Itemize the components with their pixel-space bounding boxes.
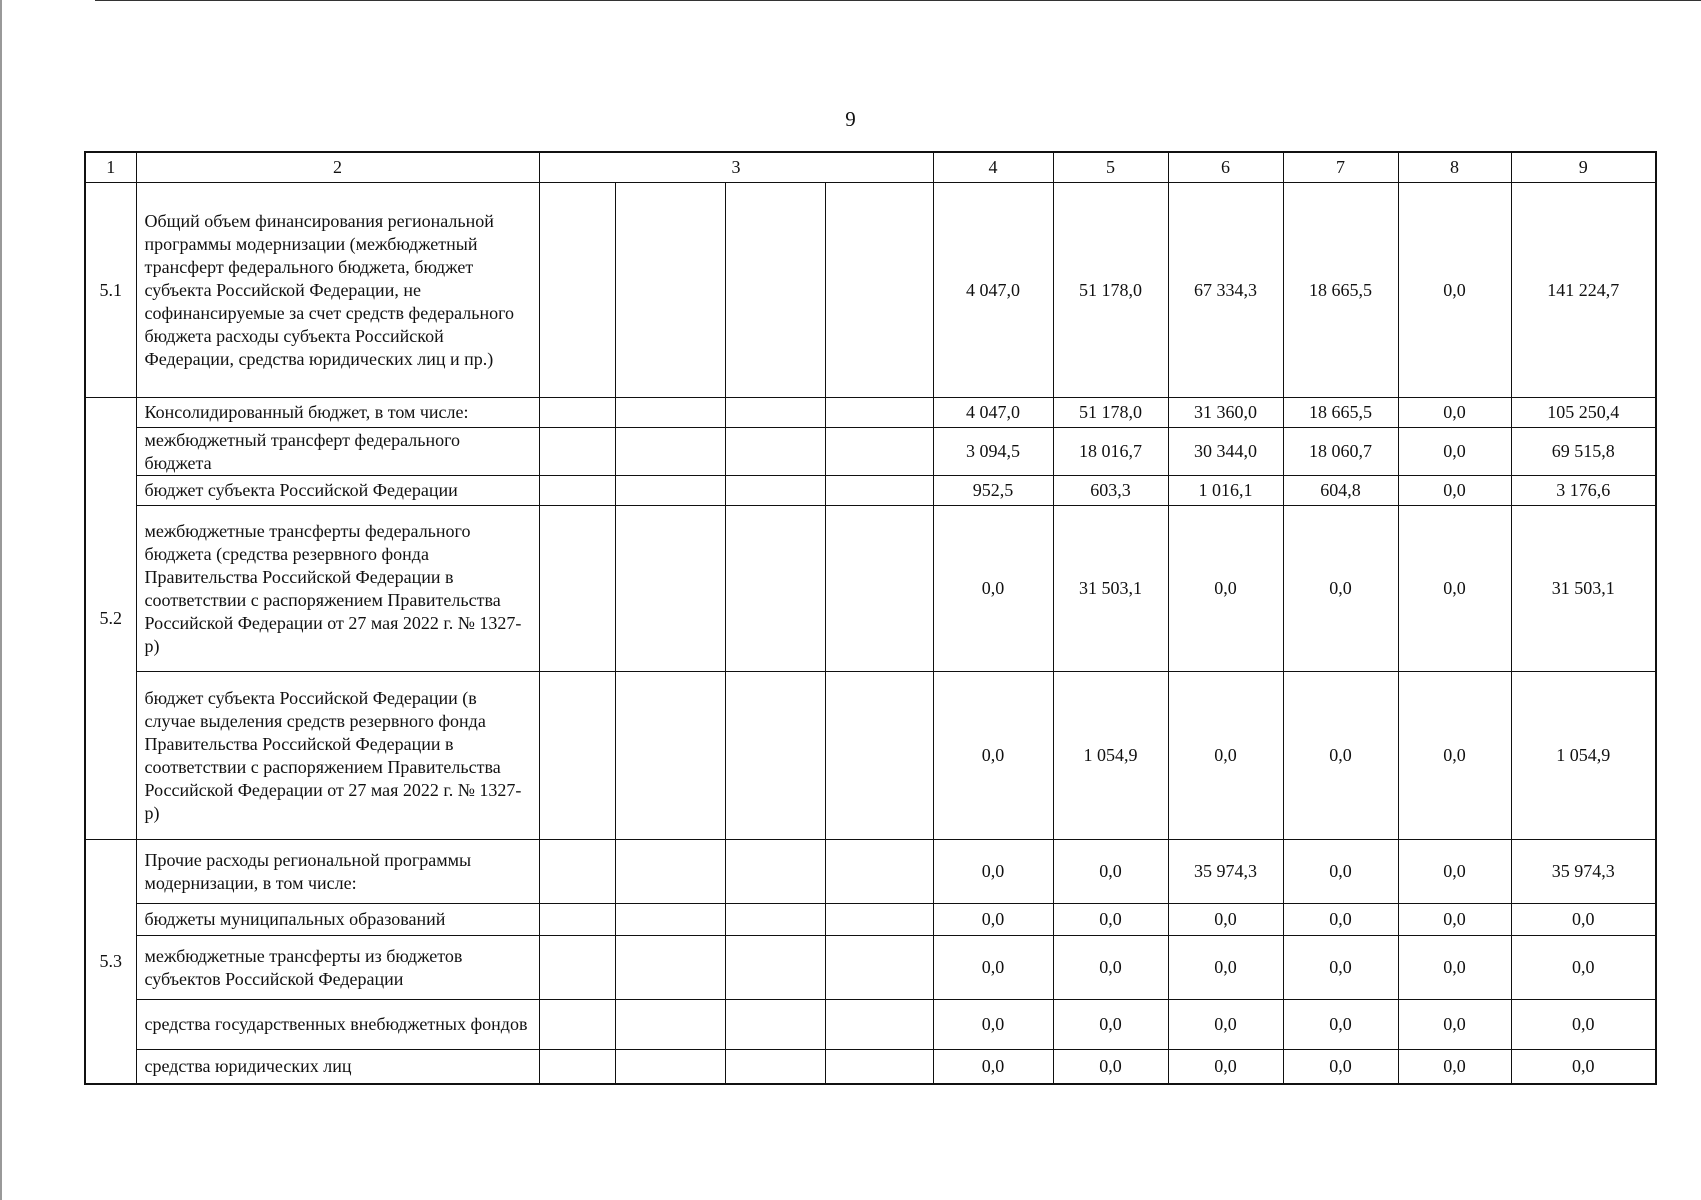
- value-cell: 30 344,0: [1168, 428, 1283, 476]
- value-cell: 0,0: [1511, 936, 1656, 1000]
- table-row: [85, 398, 1656, 428]
- value-cell: 18 665,5: [1283, 398, 1398, 428]
- empty-cell: [825, 1050, 933, 1084]
- table-row: [85, 183, 1656, 398]
- value-cell: 0,0: [1398, 428, 1511, 476]
- empty-cell: [615, 672, 725, 840]
- budget-table: [84, 151, 1657, 1085]
- column-number-row: [85, 152, 1656, 183]
- table-row: [85, 428, 1656, 476]
- header-cell: 2: [136, 152, 539, 183]
- value-cell: 69 515,8: [1511, 428, 1656, 476]
- empty-cell: [725, 506, 825, 672]
- empty-cell: [539, 1000, 615, 1050]
- empty-cell: [615, 1050, 725, 1084]
- value-cell: 1 054,9: [1053, 672, 1168, 840]
- value-cell: 0,0: [1398, 672, 1511, 840]
- value-cell: 4 047,0: [933, 398, 1053, 428]
- top-rule: [95, 0, 1701, 1]
- row-description: Консолидированный бюджет, в том числе:: [136, 398, 539, 428]
- empty-cell: [615, 428, 725, 476]
- empty-cell: [725, 936, 825, 1000]
- row-description: межбюджетные трансферты федерального бюджета (средства резервного фонда Правительства Российской Федерации в соответствии с распоряжением Правительства Российской Федерации от 27 мая 2022 г. № 1327-р): [136, 506, 539, 672]
- empty-cell: [825, 904, 933, 936]
- empty-cell: [725, 428, 825, 476]
- empty-cell: [615, 183, 725, 398]
- value-cell: 31 503,1: [1511, 506, 1656, 672]
- value-cell: 0,0: [1283, 840, 1398, 904]
- empty-cell: [725, 904, 825, 936]
- value-cell: 18 665,5: [1283, 183, 1398, 398]
- value-cell: 31 360,0: [1168, 398, 1283, 428]
- table-row: [85, 476, 1656, 506]
- value-cell: 0,0: [1283, 506, 1398, 672]
- table-row: [85, 506, 1656, 672]
- value-cell: 0,0: [933, 840, 1053, 904]
- empty-cell: [539, 398, 615, 428]
- empty-cell: [725, 1050, 825, 1084]
- value-cell: 0,0: [933, 936, 1053, 1000]
- value-cell: 0,0: [1398, 183, 1511, 398]
- value-cell: 1 016,1: [1168, 476, 1283, 506]
- empty-cell: [725, 1000, 825, 1050]
- value-cell: 0,0: [1168, 904, 1283, 936]
- empty-cell: [615, 1000, 725, 1050]
- value-cell: 0,0: [1053, 1050, 1168, 1084]
- value-cell: 0,0: [1283, 936, 1398, 1000]
- empty-cell: [825, 840, 933, 904]
- value-cell: 0,0: [933, 1050, 1053, 1084]
- value-cell: 0,0: [1053, 904, 1168, 936]
- empty-cell: [725, 476, 825, 506]
- value-cell: 0,0: [1168, 936, 1283, 1000]
- value-cell: 1 054,9: [1511, 672, 1656, 840]
- row-description: средства государственных внебюджетных фондов: [136, 1000, 539, 1050]
- value-cell: 0,0: [1053, 1000, 1168, 1050]
- empty-cell: [615, 840, 725, 904]
- empty-cell: [539, 428, 615, 476]
- value-cell: 35 974,3: [1511, 840, 1656, 904]
- empty-cell: [725, 672, 825, 840]
- value-cell: 0,0: [1168, 672, 1283, 840]
- empty-cell: [539, 936, 615, 1000]
- row-index: 5.2: [85, 398, 136, 840]
- empty-cell: [539, 1050, 615, 1084]
- value-cell: 0,0: [1398, 506, 1511, 672]
- header-cell: 9: [1511, 152, 1656, 183]
- row-description: средства юридических лиц: [136, 1050, 539, 1084]
- table-row: [85, 672, 1656, 840]
- value-cell: 0,0: [1283, 1000, 1398, 1050]
- row-description: бюджеты муниципальных образований: [136, 904, 539, 936]
- header-cell: 4: [933, 152, 1053, 183]
- empty-cell: [725, 840, 825, 904]
- page-number: 9: [845, 107, 856, 131]
- empty-cell: [725, 398, 825, 428]
- value-cell: 0,0: [1398, 398, 1511, 428]
- scan-edge: [0, 0, 2, 1200]
- value-cell: 18 060,7: [1283, 428, 1398, 476]
- row-description: Общий объем финансирования региональной программы модернизации (межбюджетный трансферт федерального бюджета, бюджет субъекта Российской Федерации, не софинансируемые за счет средств федерального бюджета расходы субъекта Российской Федерации, средства юридических лиц и пр.): [136, 183, 539, 398]
- value-cell: 0,0: [1398, 476, 1511, 506]
- empty-cell: [725, 183, 825, 398]
- row-description: Прочие расходы региональной программы модернизации, в том числе:: [136, 840, 539, 904]
- value-cell: 105 250,4: [1511, 398, 1656, 428]
- empty-cell: [825, 672, 933, 840]
- table-row: [85, 904, 1656, 936]
- value-cell: 4 047,0: [933, 183, 1053, 398]
- table-row: [85, 1000, 1656, 1050]
- value-cell: 0,0: [933, 672, 1053, 840]
- value-cell: 0,0: [933, 904, 1053, 936]
- value-cell: 0,0: [1283, 1050, 1398, 1084]
- value-cell: 0,0: [1053, 840, 1168, 904]
- value-cell: 51 178,0: [1053, 398, 1168, 428]
- value-cell: 67 334,3: [1168, 183, 1283, 398]
- value-cell: 51 178,0: [1053, 183, 1168, 398]
- value-cell: 0,0: [1168, 1050, 1283, 1084]
- value-cell: 0,0: [1283, 672, 1398, 840]
- empty-cell: [615, 398, 725, 428]
- value-cell: 35 974,3: [1168, 840, 1283, 904]
- empty-cell: [615, 936, 725, 1000]
- row-description: межбюджетные трансферты из бюджетов субъектов Российской Федерации: [136, 936, 539, 1000]
- value-cell: 603,3: [1053, 476, 1168, 506]
- value-cell: 0,0: [1398, 1050, 1511, 1084]
- value-cell: 0,0: [933, 1000, 1053, 1050]
- value-cell: 0,0: [1398, 936, 1511, 1000]
- value-cell: 0,0: [933, 506, 1053, 672]
- empty-cell: [539, 476, 615, 506]
- empty-cell: [825, 936, 933, 1000]
- table-row: [85, 1050, 1656, 1084]
- row-description: межбюджетный трансферт федерального бюджета: [136, 428, 539, 476]
- empty-cell: [615, 506, 725, 672]
- empty-cell: [539, 904, 615, 936]
- table-row: [85, 936, 1656, 1000]
- header-cell: 5: [1053, 152, 1168, 183]
- value-cell: 31 503,1: [1053, 506, 1168, 672]
- value-cell: 0,0: [1398, 1000, 1511, 1050]
- value-cell: 0,0: [1168, 506, 1283, 672]
- value-cell: 0,0: [1053, 936, 1168, 1000]
- empty-cell: [615, 476, 725, 506]
- value-cell: 952,5: [933, 476, 1053, 506]
- header-cell: 3: [539, 152, 933, 183]
- table-row: [85, 840, 1656, 904]
- value-cell: 3 094,5: [933, 428, 1053, 476]
- value-cell: 0,0: [1511, 904, 1656, 936]
- empty-cell: [539, 840, 615, 904]
- value-cell: 0,0: [1168, 1000, 1283, 1050]
- empty-cell: [825, 398, 933, 428]
- header-cell: 7: [1283, 152, 1398, 183]
- row-description: бюджет субъекта Российской Федерации (в случае выделения средств резервного фонда Правительства Российской Федерации в соответствии с распоряжением Правительства Российской Федерации от 27 мая 2022 г. № 1327-р): [136, 672, 539, 840]
- value-cell: 18 016,7: [1053, 428, 1168, 476]
- row-description: бюджет субъекта Российской Федерации: [136, 476, 539, 506]
- empty-cell: [825, 1000, 933, 1050]
- empty-cell: [825, 506, 933, 672]
- row-index: 5.1: [85, 183, 136, 398]
- empty-cell: [539, 506, 615, 672]
- value-cell: 0,0: [1398, 904, 1511, 936]
- value-cell: 604,8: [1283, 476, 1398, 506]
- empty-cell: [825, 428, 933, 476]
- empty-cell: [539, 672, 615, 840]
- header-cell: 6: [1168, 152, 1283, 183]
- value-cell: 0,0: [1511, 1050, 1656, 1084]
- header-cell: 1: [85, 152, 136, 183]
- row-index: 5.3: [85, 840, 136, 1084]
- value-cell: 0,0: [1511, 1000, 1656, 1050]
- empty-cell: [825, 183, 933, 398]
- value-cell: 3 176,6: [1511, 476, 1656, 506]
- value-cell: 141 224,7: [1511, 183, 1656, 398]
- value-cell: 0,0: [1398, 840, 1511, 904]
- empty-cell: [539, 183, 615, 398]
- value-cell: 0,0: [1283, 904, 1398, 936]
- header-cell: 8: [1398, 152, 1511, 183]
- empty-cell: [825, 476, 933, 506]
- empty-cell: [615, 904, 725, 936]
